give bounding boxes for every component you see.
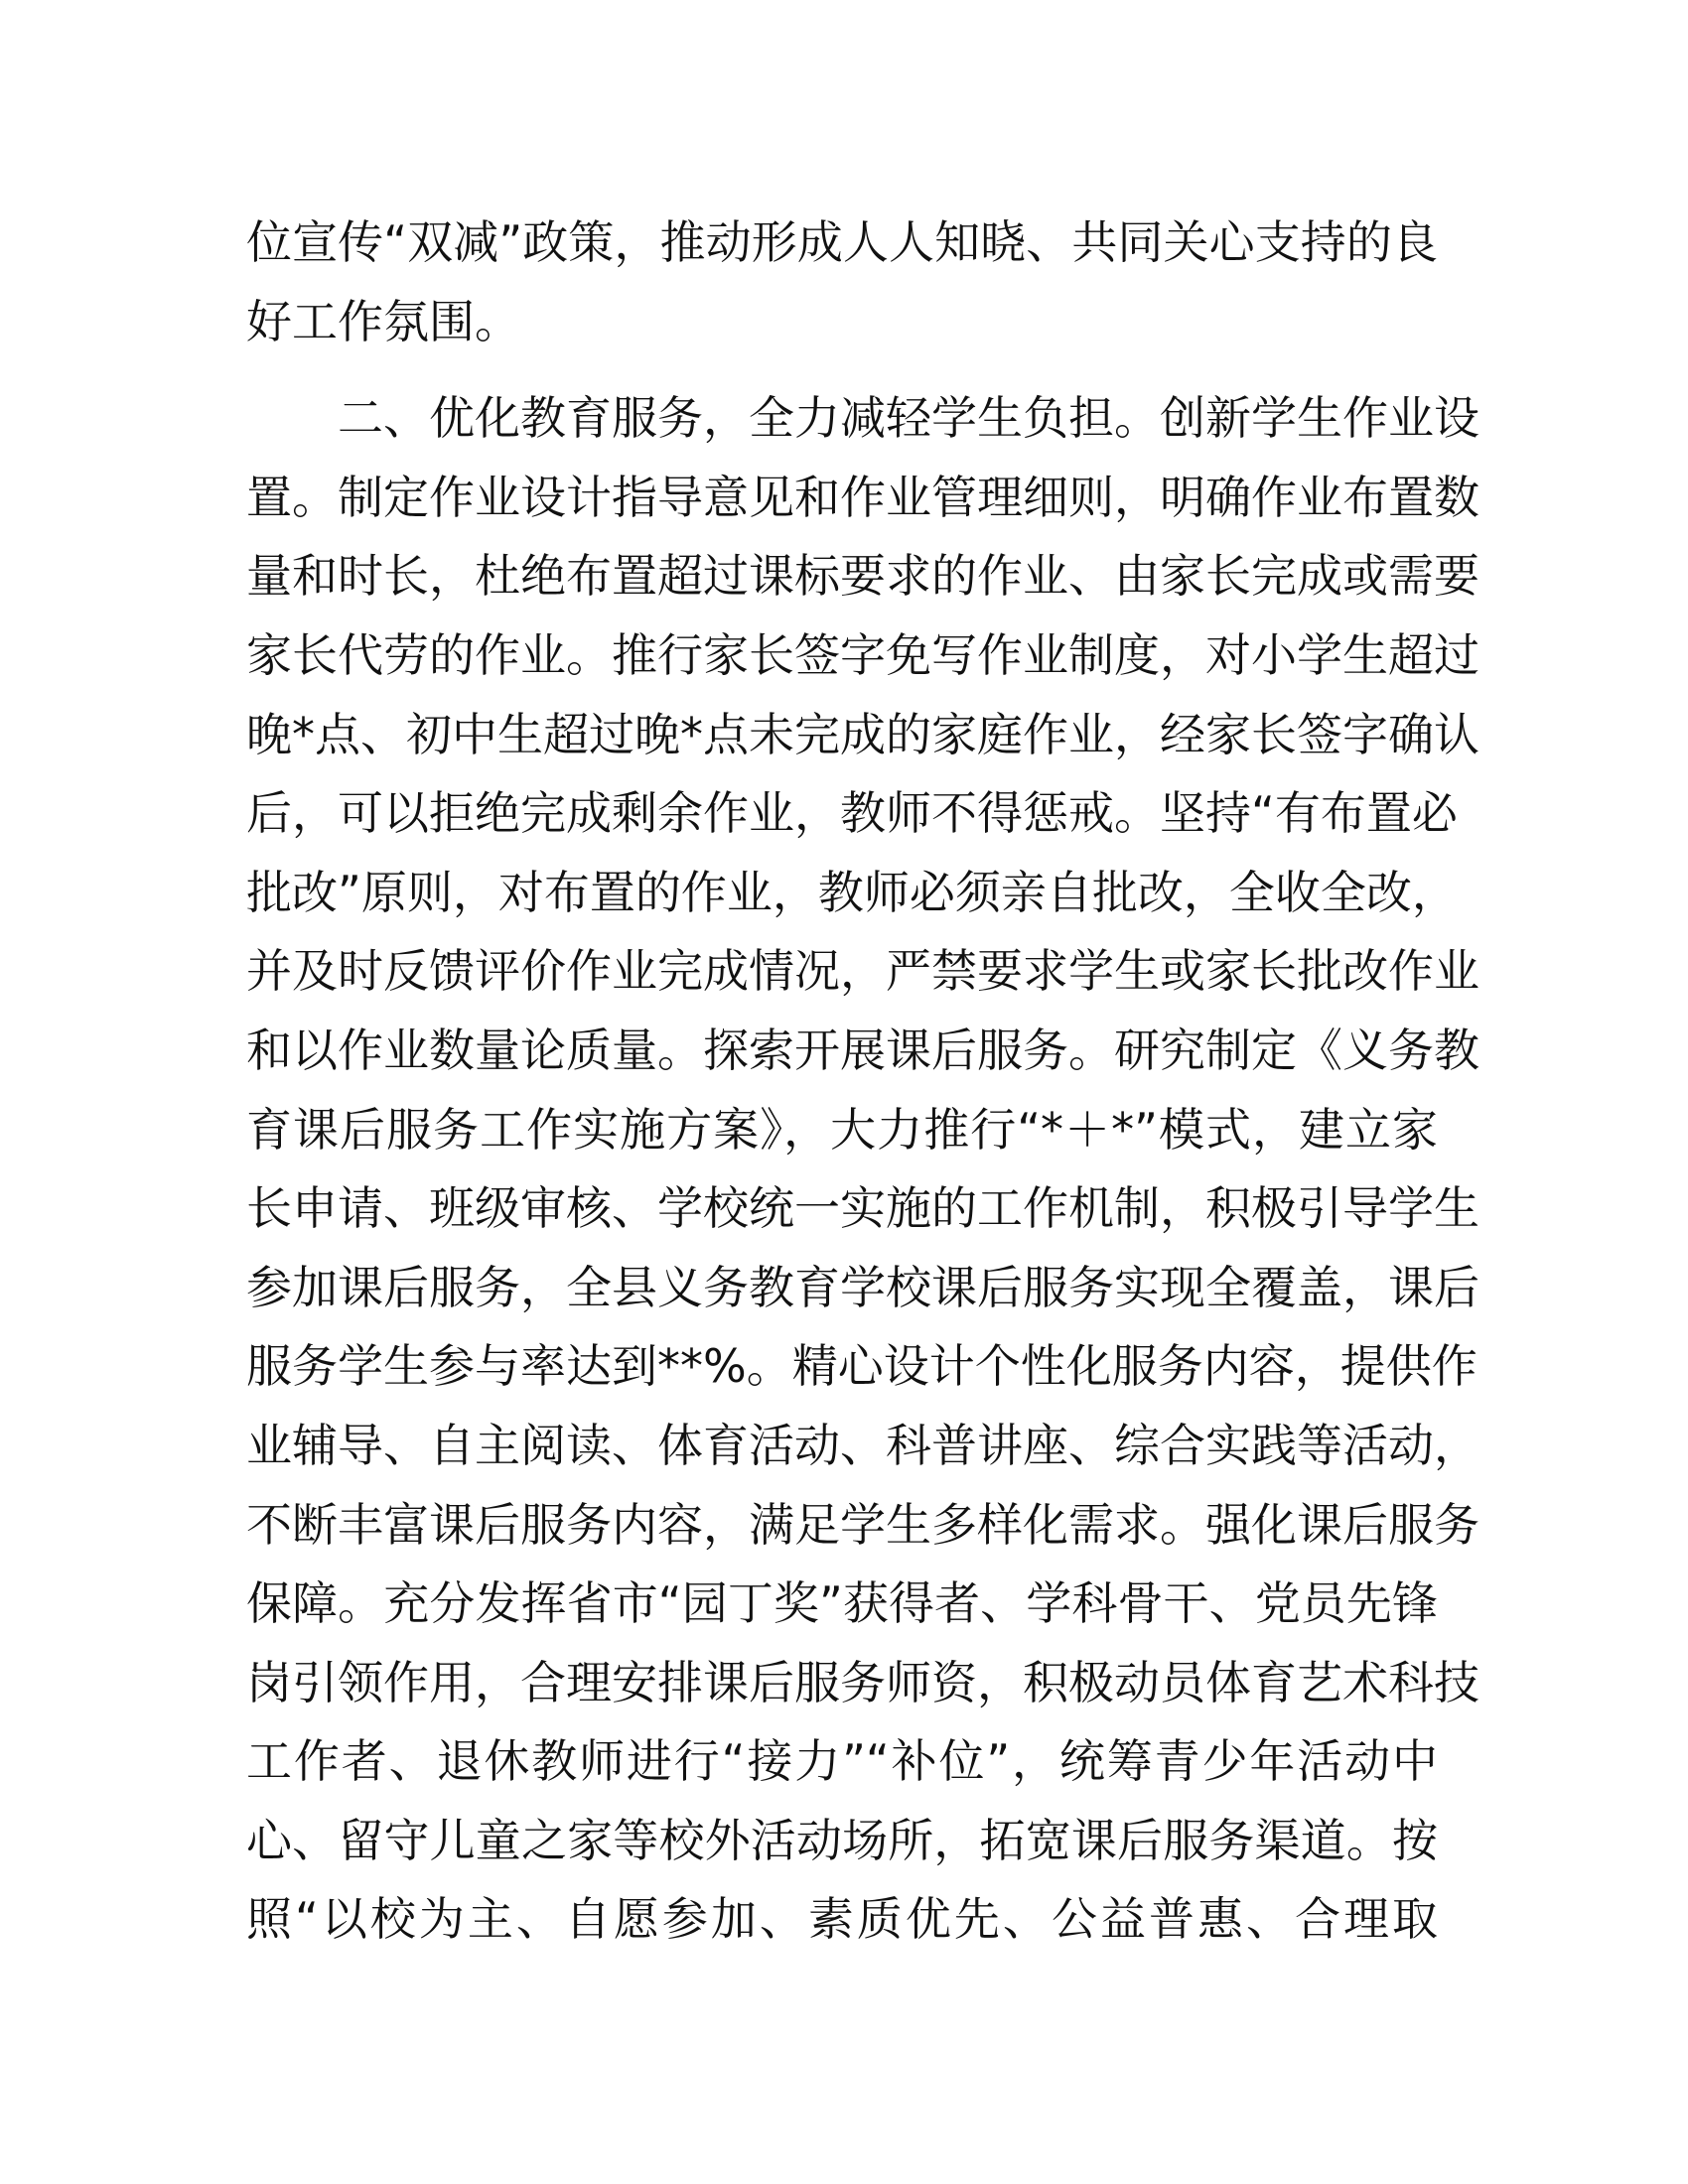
text-line: 服务学生参与率达到**%。精心设计个性化服务内容，提供作 — [246, 1339, 1477, 1394]
text-line: 工作者、退休教师进行“接力”“补位”，统筹青少年活动中 — [246, 1734, 1438, 1789]
text-line: 家长代劳的作业。推行家长签字免写作业制度，对小学生超过 — [246, 627, 1479, 682]
text-line: 晚*点、初中生超过晚*点未完成的家庭作业，经家长签字确认 — [246, 707, 1479, 761]
text-line: 保障。充分发挥省市“园丁奖”获得者、学科骨干、党员先锋 — [246, 1576, 1438, 1631]
text-line: 育课后服务工作实施方案》，大力推行“*＋*”模式，建立家 — [246, 1102, 1438, 1157]
paragraph-2 — [246, 379, 1479, 1960]
text-line: 量和时长，杜绝布置超过课标要求的作业、由家长完成或需要 — [246, 549, 1479, 604]
text-line: 长申请、班级审核、学校统一实施的工作机制，积极引导学生 — [246, 1181, 1479, 1236]
paragraph-spacing — [246, 361, 1438, 379]
text-line: 位宣传“双减”政策，推动形成人人知晓、共同关心支持的良 — [246, 215, 1438, 269]
text-line: 好工作氛围。 — [246, 294, 520, 348]
text-line: 和以作业数量论质量。探索开展课后服务。研究制定《义务教 — [246, 1023, 1479, 1077]
paragraph-1 — [246, 204, 1438, 361]
text-line: 心、留守儿童之家等校外活动场所，拓宽课后服务渠道。按 — [246, 1813, 1438, 1867]
text-line: 参加课后服务，全县义务教育学校课后服务实现全覆盖，课后 — [246, 1260, 1479, 1314]
text-line: 不断丰富课后服务内容，满足学生多样化需求。强化课后服务 — [246, 1497, 1479, 1552]
text-line: 置。制定作业设计指导意见和作业管理细则，明确作业布置数 — [246, 470, 1479, 524]
body-text — [246, 204, 1479, 1960]
text-line: 后，可以拒绝完成剩余作业，教师不得惩戒。坚持“有布置必 — [246, 786, 1458, 841]
text-line: 并及时反馈评价作业完成情况，严禁要求学生或家长批改作业 — [246, 944, 1479, 999]
text-line: 二、优化教育服务，全力减轻学生负担。创新学生作业设 — [338, 391, 1479, 446]
text-line: 业辅导、自主阅读、体育活动、科普讲座、综合实践等活动， — [246, 1418, 1479, 1472]
text-line: 岗引领作用，合理安排课后服务师资，积极动员体育艺术科技 — [246, 1655, 1479, 1709]
text-line: 照“以校为主、自愿参加、素质优先、公益普惠、合理取 — [246, 1892, 1438, 1947]
text-line: 批改”原则，对布置的作业，教师必须亲自批改，全收全改， — [246, 865, 1458, 919]
